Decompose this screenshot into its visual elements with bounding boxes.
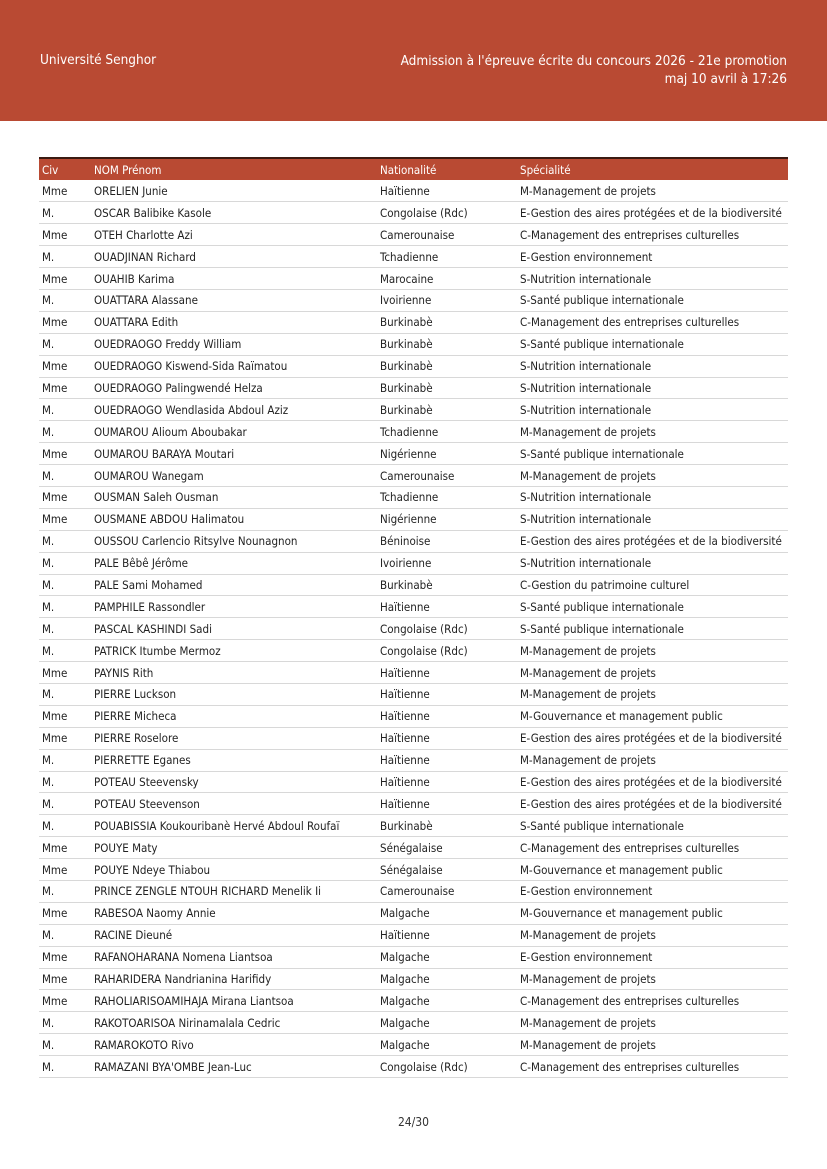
specialty-cell: M-Management de projets xyxy=(520,424,656,439)
civility-cell: Mme xyxy=(42,840,68,855)
table-row xyxy=(39,508,788,530)
specialty-cell: S-Nutrition internationale xyxy=(520,512,652,527)
civility-cell: Mme xyxy=(42,709,68,724)
specialty-cell: M-Management de projets xyxy=(520,183,656,198)
name-cell: PATRICK Itumbe Mermoz xyxy=(94,643,221,658)
specialty-cell: M-Management de projets xyxy=(520,928,656,943)
nationality-cell: Haïtienne xyxy=(380,599,430,614)
table-row xyxy=(39,596,788,618)
nationality-cell: Malgache xyxy=(380,972,430,986)
nationality-cell: Haïtienne xyxy=(380,709,430,724)
name-cell: OUSMANE ABDOU Halimatou xyxy=(94,512,245,527)
specialty-cell: C-Gestion du patrimoine culturel xyxy=(520,577,690,592)
name-cell: RAMAROKOTO Rivo xyxy=(94,1037,194,1052)
table-row xyxy=(39,1034,788,1056)
civility-cell: M. xyxy=(42,753,55,768)
nationality-cell: Malgache xyxy=(380,906,430,921)
nationality-cell: Burkinabè xyxy=(380,577,433,592)
table-row xyxy=(39,377,788,399)
specialty-cell: S-Nutrition internationale xyxy=(520,490,652,505)
specialty-cell: S-Nutrition internationale xyxy=(520,402,652,417)
nationality-cell: Nigérienne xyxy=(380,512,437,527)
specialty-cell: M-Management de projets xyxy=(520,468,656,483)
name-cell: RABESOA Naomy Annie xyxy=(94,906,216,921)
name-cell: PAMPHILE Rassondler xyxy=(94,599,206,614)
specialty-cell: E-Gestion des aires protégées et de la biodiversité xyxy=(520,534,782,549)
table-row xyxy=(39,683,788,705)
civility-cell: M. xyxy=(42,1037,55,1052)
specialty-cell: S-Santé publique internationale xyxy=(520,293,684,308)
specialty-cell: M-Management de projets xyxy=(520,687,656,702)
specialty-cell: M-Gouvernance et management public xyxy=(520,709,723,724)
name-cell: OUATTARA Edith xyxy=(94,315,179,330)
nationality-cell: Burkinabè xyxy=(380,359,433,374)
nationality-cell: Malgache xyxy=(380,993,430,1008)
table-row xyxy=(39,530,788,552)
organization-name: Université Senghor xyxy=(40,52,157,68)
civility-cell: M. xyxy=(42,643,55,658)
name-cell: OUAHIB Karima xyxy=(94,271,175,286)
name-cell: OSCAR Balibike Kasole xyxy=(94,205,212,220)
nationality-cell: Malgache xyxy=(380,1037,430,1052)
table-row xyxy=(39,837,788,859)
civility-cell: M. xyxy=(42,774,55,789)
specialty-cell: C-Management des entreprises culturelles xyxy=(520,993,740,1008)
table-row xyxy=(39,859,788,881)
column-header-specialty: Spécialité xyxy=(520,162,571,177)
nationality-cell: Sénégalaise xyxy=(380,862,443,877)
admission-table xyxy=(39,157,788,1078)
nationality-cell: Ivoirienne xyxy=(380,556,432,571)
table-row xyxy=(39,946,788,968)
nationality-cell: Haïtienne xyxy=(380,731,430,746)
specialty-cell: M-Management de projets xyxy=(520,643,656,658)
name-cell: PIERRE Micheca xyxy=(94,709,177,724)
name-cell: PRINCE ZENGLE NTOUH RICHARD Menelik Ii xyxy=(94,884,321,899)
column-header-nationality: Nationalité xyxy=(380,162,437,177)
name-cell: OTEH Charlotte Azi xyxy=(94,227,193,242)
specialty-cell: E-Gestion des aires protégées et de la biodiversité xyxy=(520,774,782,789)
nationality-cell: Ivoirienne xyxy=(380,293,432,308)
table-row xyxy=(39,465,788,487)
table-row xyxy=(39,289,788,311)
specialty-cell: S-Santé publique internationale xyxy=(520,599,684,614)
name-cell: RAKOTOARISOA Nirinamalala Cedric xyxy=(94,1015,281,1030)
table-row xyxy=(39,224,788,246)
nationality-cell: Marocaine xyxy=(380,271,434,286)
specialty-cell: M-Gouvernance et management public xyxy=(520,862,723,877)
page-number: 24/30 xyxy=(397,1115,430,1129)
nationality-cell: Nigérienne xyxy=(380,446,437,461)
nationality-cell: Malgache xyxy=(380,1015,430,1030)
specialty-cell: S-Santé publique internationale xyxy=(520,337,684,352)
specialty-cell: S-Nutrition internationale xyxy=(520,359,652,374)
table-row xyxy=(39,924,788,946)
table-row xyxy=(39,1012,788,1034)
update-timestamp: maj 10 avril à 17:26 xyxy=(664,71,787,87)
civility-cell: M. xyxy=(42,1059,55,1074)
table-header-row xyxy=(39,158,788,180)
nationality-cell: Haïtienne xyxy=(380,774,430,789)
specialty-cell: S-Nutrition internationale xyxy=(520,271,652,286)
civility-cell: M. xyxy=(42,796,55,811)
nationality-cell: Burkinabè xyxy=(380,818,433,833)
name-cell: PIERRE Luckson xyxy=(94,687,177,702)
civility-cell: M. xyxy=(42,293,55,308)
specialty-cell: E-Gestion environnement xyxy=(520,950,653,965)
nationality-cell: Haïtienne xyxy=(380,796,430,811)
table-row xyxy=(39,355,788,377)
header-banner xyxy=(0,0,827,121)
specialty-cell: E-Gestion environnement xyxy=(520,249,653,264)
civility-cell: Mme xyxy=(42,950,68,965)
nationality-cell: Congolaise (Rdc) xyxy=(380,621,468,636)
name-cell: ORELIEN Junie xyxy=(94,183,168,198)
nationality-cell: Béninoise xyxy=(380,534,431,549)
name-cell: OUADJINAN Richard xyxy=(94,249,196,264)
nationality-cell: Congolaise (Rdc) xyxy=(380,643,468,658)
name-cell: PASCAL KASHINDI Sadi xyxy=(94,621,212,636)
nationality-cell: Tchadienne xyxy=(380,249,439,264)
nationality-cell: Congolaise (Rdc) xyxy=(380,205,468,220)
specialty-cell: C-Management des entreprises culturelles xyxy=(520,227,740,242)
name-cell: PIERRE Roselore xyxy=(94,731,179,746)
table-row xyxy=(39,268,788,290)
table-row xyxy=(39,1056,788,1078)
nationality-cell: Haïtienne xyxy=(380,687,430,702)
name-cell: PIERRETTE Eganes xyxy=(94,753,191,768)
specialty-cell: C-Management des entreprises culturelles xyxy=(520,1059,740,1074)
nationality-cell: Tchadienne xyxy=(380,490,439,505)
specialty-cell: C-Management des entreprises culturelles xyxy=(520,840,740,855)
name-cell: OUEDRAOGO Kiswend-Sida Raïmatou xyxy=(94,359,288,374)
civility-cell: Mme xyxy=(42,446,68,461)
specialty-cell: E-Gestion environnement xyxy=(520,884,653,899)
table-row xyxy=(39,202,788,224)
nationality-cell: Haïtienne xyxy=(380,753,430,768)
civility-cell: Mme xyxy=(42,490,68,505)
civility-cell: Mme xyxy=(42,906,68,921)
name-cell: OUATTARA Alassane xyxy=(94,293,198,308)
table-body xyxy=(39,180,788,1078)
civility-cell: Mme xyxy=(42,862,68,877)
civility-cell: Mme xyxy=(42,665,68,680)
header-info xyxy=(401,52,787,88)
table-row xyxy=(39,618,788,640)
civility-cell: Mme xyxy=(42,512,68,527)
specialty-cell: M-Management de projets xyxy=(520,753,656,768)
nationality-cell: Burkinabè xyxy=(380,402,433,417)
civility-cell: M. xyxy=(42,249,55,264)
name-cell: POUYE Maty xyxy=(94,840,158,855)
name-cell: PALE Sami Mohamed xyxy=(94,577,203,592)
specialty-cell: S-Santé publique internationale xyxy=(520,818,684,833)
civility-cell: M. xyxy=(42,599,55,614)
civility-cell: Mme xyxy=(42,271,68,286)
name-cell: OUMAROU BARAYA Moutari xyxy=(94,446,235,461)
document-title: Admission à l'épreuve écrite du concours 2026 - 21e promotion xyxy=(400,53,787,69)
name-cell: POTEAU Steevensky xyxy=(94,774,199,789)
nationality-cell: Camerounaise xyxy=(380,884,455,899)
name-cell: OUSMAN Saleh Ousman xyxy=(94,490,219,505)
specialty-cell: E-Gestion des aires protégées et de la biodiversité xyxy=(520,731,782,746)
civility-cell: M. xyxy=(42,577,55,592)
nationality-cell: Sénégalaise xyxy=(380,840,443,855)
name-cell: POUYE Ndeye Thiabou xyxy=(94,862,211,877)
nationality-cell: Haïtienne xyxy=(380,928,430,943)
civility-cell: M. xyxy=(42,687,55,702)
nationality-cell: Haïtienne xyxy=(380,183,430,198)
nationality-cell: Congolaise (Rdc) xyxy=(380,1059,468,1074)
name-cell: OUEDRAOGO Freddy William xyxy=(94,337,242,352)
nationality-cell: Camerounaise xyxy=(380,227,455,242)
name-cell: RACINE Dieuné xyxy=(94,928,173,943)
civility-cell: M. xyxy=(42,621,55,636)
table-row xyxy=(39,246,788,268)
civility-cell: Mme xyxy=(42,731,68,746)
name-cell: RAMAZANI BYA'OMBE Jean-Luc xyxy=(94,1059,252,1074)
name-cell: PAYNIS Rith xyxy=(94,665,154,680)
name-cell: OUMAROU Wanegam xyxy=(94,468,204,483)
civility-cell: Mme xyxy=(42,993,68,1008)
name-cell: OUEDRAOGO Wendlasida Abdoul Aziz xyxy=(94,402,289,417)
name-cell: RAHOLIARISOAMIHAJA Mirana Liantsoa xyxy=(94,993,294,1008)
nationality-cell: Burkinabè xyxy=(380,380,433,395)
civility-cell: M. xyxy=(42,424,55,439)
table-row xyxy=(39,662,788,684)
table-row xyxy=(39,333,788,355)
name-cell: RAFANOHARANA Nomena Liantsoa xyxy=(94,950,273,965)
table-row xyxy=(39,486,788,508)
civility-cell: M. xyxy=(42,468,55,483)
table-row xyxy=(39,881,788,903)
specialty-cell: C-Management des entreprises culturelles xyxy=(520,315,740,330)
table-row xyxy=(39,399,788,421)
name-cell: PALE Bêbê Jérôme xyxy=(94,556,189,571)
name-cell: RAHARIDERA Nandrianina Harifidy xyxy=(94,972,272,986)
specialty-cell: M-Gouvernance et management public xyxy=(520,906,723,921)
name-cell: POTEAU Steevenson xyxy=(94,796,200,811)
table-row xyxy=(39,749,788,771)
nationality-cell: Tchadienne xyxy=(380,424,439,439)
specialty-cell: M-Management de projets xyxy=(520,1037,656,1052)
table-row xyxy=(39,574,788,596)
civility-cell: Mme xyxy=(42,183,68,198)
table-row xyxy=(39,311,788,333)
specialty-cell: E-Gestion des aires protégées et de la biodiversité xyxy=(520,796,782,811)
table-row xyxy=(39,180,788,202)
specialty-cell: M-Management de projets xyxy=(520,1015,656,1030)
table-row xyxy=(39,640,788,662)
table-row xyxy=(39,990,788,1012)
civility-cell: M. xyxy=(42,818,55,833)
table-row xyxy=(39,815,788,837)
specialty-cell: S-Santé publique internationale xyxy=(520,446,684,461)
table-row xyxy=(39,552,788,574)
nationality-cell: Malgache xyxy=(380,950,430,965)
civility-cell: M. xyxy=(42,556,55,571)
specialty-cell: M-Management de projets xyxy=(520,972,656,986)
table-row xyxy=(39,902,788,924)
nationality-cell: Haïtienne xyxy=(380,665,430,680)
civility-cell: Mme xyxy=(42,227,68,242)
specialty-cell: M-Management de projets xyxy=(520,665,656,680)
civility-cell: M. xyxy=(42,402,55,417)
civility-cell: Mme xyxy=(42,972,68,986)
civility-cell: M. xyxy=(42,534,55,549)
civility-cell: M. xyxy=(42,1015,55,1030)
table-row xyxy=(39,771,788,793)
specialty-cell: S-Nutrition internationale xyxy=(520,380,652,395)
civility-cell: M. xyxy=(42,928,55,943)
nationality-cell: Burkinabè xyxy=(380,315,433,330)
specialty-cell: S-Nutrition internationale xyxy=(520,556,652,571)
name-cell: POUABISSIA Koukouribanè Hervé Abdoul Roufaï xyxy=(94,818,340,833)
civility-cell: M. xyxy=(42,205,55,220)
civility-cell: M. xyxy=(42,337,55,352)
table-row xyxy=(39,421,788,443)
civility-cell: Mme xyxy=(42,380,68,395)
table-row xyxy=(39,727,788,749)
column-header-name: NOM Prénom xyxy=(94,162,162,177)
civility-cell: Mme xyxy=(42,315,68,330)
nationality-cell: Camerounaise xyxy=(380,468,455,483)
table-row xyxy=(39,705,788,727)
name-cell: OUEDRAOGO Palingwendé Helza xyxy=(94,380,263,395)
specialty-cell: S-Santé publique internationale xyxy=(520,621,684,636)
table-row xyxy=(39,968,788,990)
table-row xyxy=(39,793,788,815)
table-row xyxy=(39,443,788,465)
civility-cell: Mme xyxy=(42,359,68,374)
specialty-cell: E-Gestion des aires protégées et de la biodiversité xyxy=(520,205,782,220)
column-header-civ: Civ xyxy=(42,162,59,177)
nationality-cell: Burkinabè xyxy=(380,337,433,352)
name-cell: OUSSOU Carlencio Ritsylve Nounagnon xyxy=(94,534,298,549)
name-cell: OUMAROU Alioum Aboubakar xyxy=(94,424,247,439)
civility-cell: M. xyxy=(42,884,55,899)
